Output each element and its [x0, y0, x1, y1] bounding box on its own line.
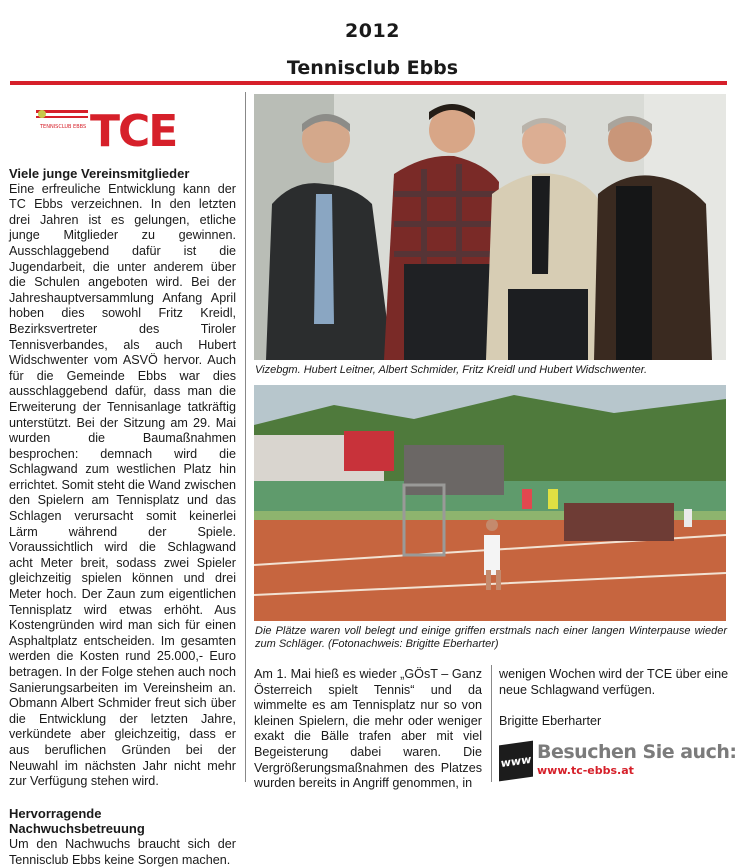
tce-logo: [36, 104, 206, 150]
group-photo: [254, 94, 726, 360]
paragraph-2: Um den Nachwuchs braucht sich der Tennisclub Ebbs keine Sorgen machen.: [9, 836, 236, 867]
year-heading: 2012: [345, 20, 400, 42]
article-column-1: [9, 166, 236, 868]
promo-title: Besuchen Sie auch:: [537, 741, 737, 763]
author-signature: Brigitte Eberharter: [499, 714, 602, 729]
promo-url-link[interactable]: www.tc-ebbs.at: [537, 764, 634, 777]
website-promo: [499, 741, 737, 781]
column-divider: [245, 92, 246, 782]
photo2-caption: Die Plätze waren voll belegt und einige griffen erstmals nach einer langen Winterpause wieder zum Schläger. (Fotonachweis: Brigitte Eberharter): [255, 625, 727, 650]
paragraph-1: Eine erfreuliche Entwicklung kann der TC Ebbs verzeichnen. In den letzten drei Jahren ist es gelungen, etliche junge Mitglieder zu gewinnen. Ausschlaggebend dafür ist die Jugendarbeit, die unter anderem über die Schulen angeboten wird. Bei der Jahreshauptversammlung Anfang April hoben dies sowohl Fritz Kreidl, Bezirksvertreter des Tiroler Tennisverbandes, als auch Hubert Widschwenter vom ASVÖ hervor. Auch für die Gemeinde Ebbs war dies ausschlaggebend dafür, dass man die Erweiterung der Tennisanlage tatkräftig unterstützt. Bei der Sitzung am 29. Mai wurden die Baumaßnahmen besprochen: demnach wird die Schlagwand zum westlichen Platz hin errichtet. Somit steht die Wand zwischen den Spielern am Tennisplatz und das Schlagen verursacht somit keinerlei Lärm während der Spiele. Voraussichtlich wird die Schlagwand acht Meter breit, sodass zwei Spieler gleichzeitig spielen können und drei Meter hoch. Der Zaun zum eigentlichen Tennisplatz wird etwas erhöht. Aus Kostengründen wird man sich für einen Asphaltplatz entscheiden. Im gesamten werden die Kosten rund 25.000,- Euro betragen. In der Folge stehen auch noch Sanierungsarbeiten im Vereinsheim an. Obmann Albert Schmider freut sich über die Entwicklung der letzten Jahre, verkündete aber gleichzeitig, dass er aus beruflichen Gründen bei der Neuwahl im nächsten Jahr nicht mehr zur Verfügung stehen wird.: [9, 181, 237, 789]
column3-text: wenigen Wochen wird der TCE über eine neue Schlagwand verfügen.: [499, 667, 729, 697]
logo-text: TCE: [90, 106, 177, 150]
club-title: Tennisclub Ebbs: [286, 57, 459, 79]
heading-vereinsmitglieder: Viele junge Vereinsmitglieder: [9, 166, 190, 181]
article-column-3: [499, 667, 729, 730]
tennis-court-photo: [254, 385, 726, 621]
article-column-2: Am 1. Mai hieß es wieder „GÖsT – Ganz Österreich spielt Tennis“ und da wimmelte es am Tennisplatz nur so von kleinen Spielern, die mehr oder weniger exakt die Bälle trafen aber mit viel Begeisterung dabei waren. Die Vergrößerungsmaßnahmen des Platzes wurden bereits in Angriff genommen, in: [254, 667, 482, 791]
logo-small-text: TENNISCLUB EBBS: [40, 124, 87, 130]
www-badge: www: [499, 741, 533, 782]
photo1-caption: Vizebgm. Hubert Leitner, Albert Schmider, Fritz Kreidl und Hubert Widschwenter.: [255, 364, 647, 376]
column-divider-lower: [491, 665, 492, 782]
heading-nachwuchs: Hervorragende Nachwuchsbetreuung: [9, 805, 145, 837]
title-rule: [10, 81, 727, 85]
